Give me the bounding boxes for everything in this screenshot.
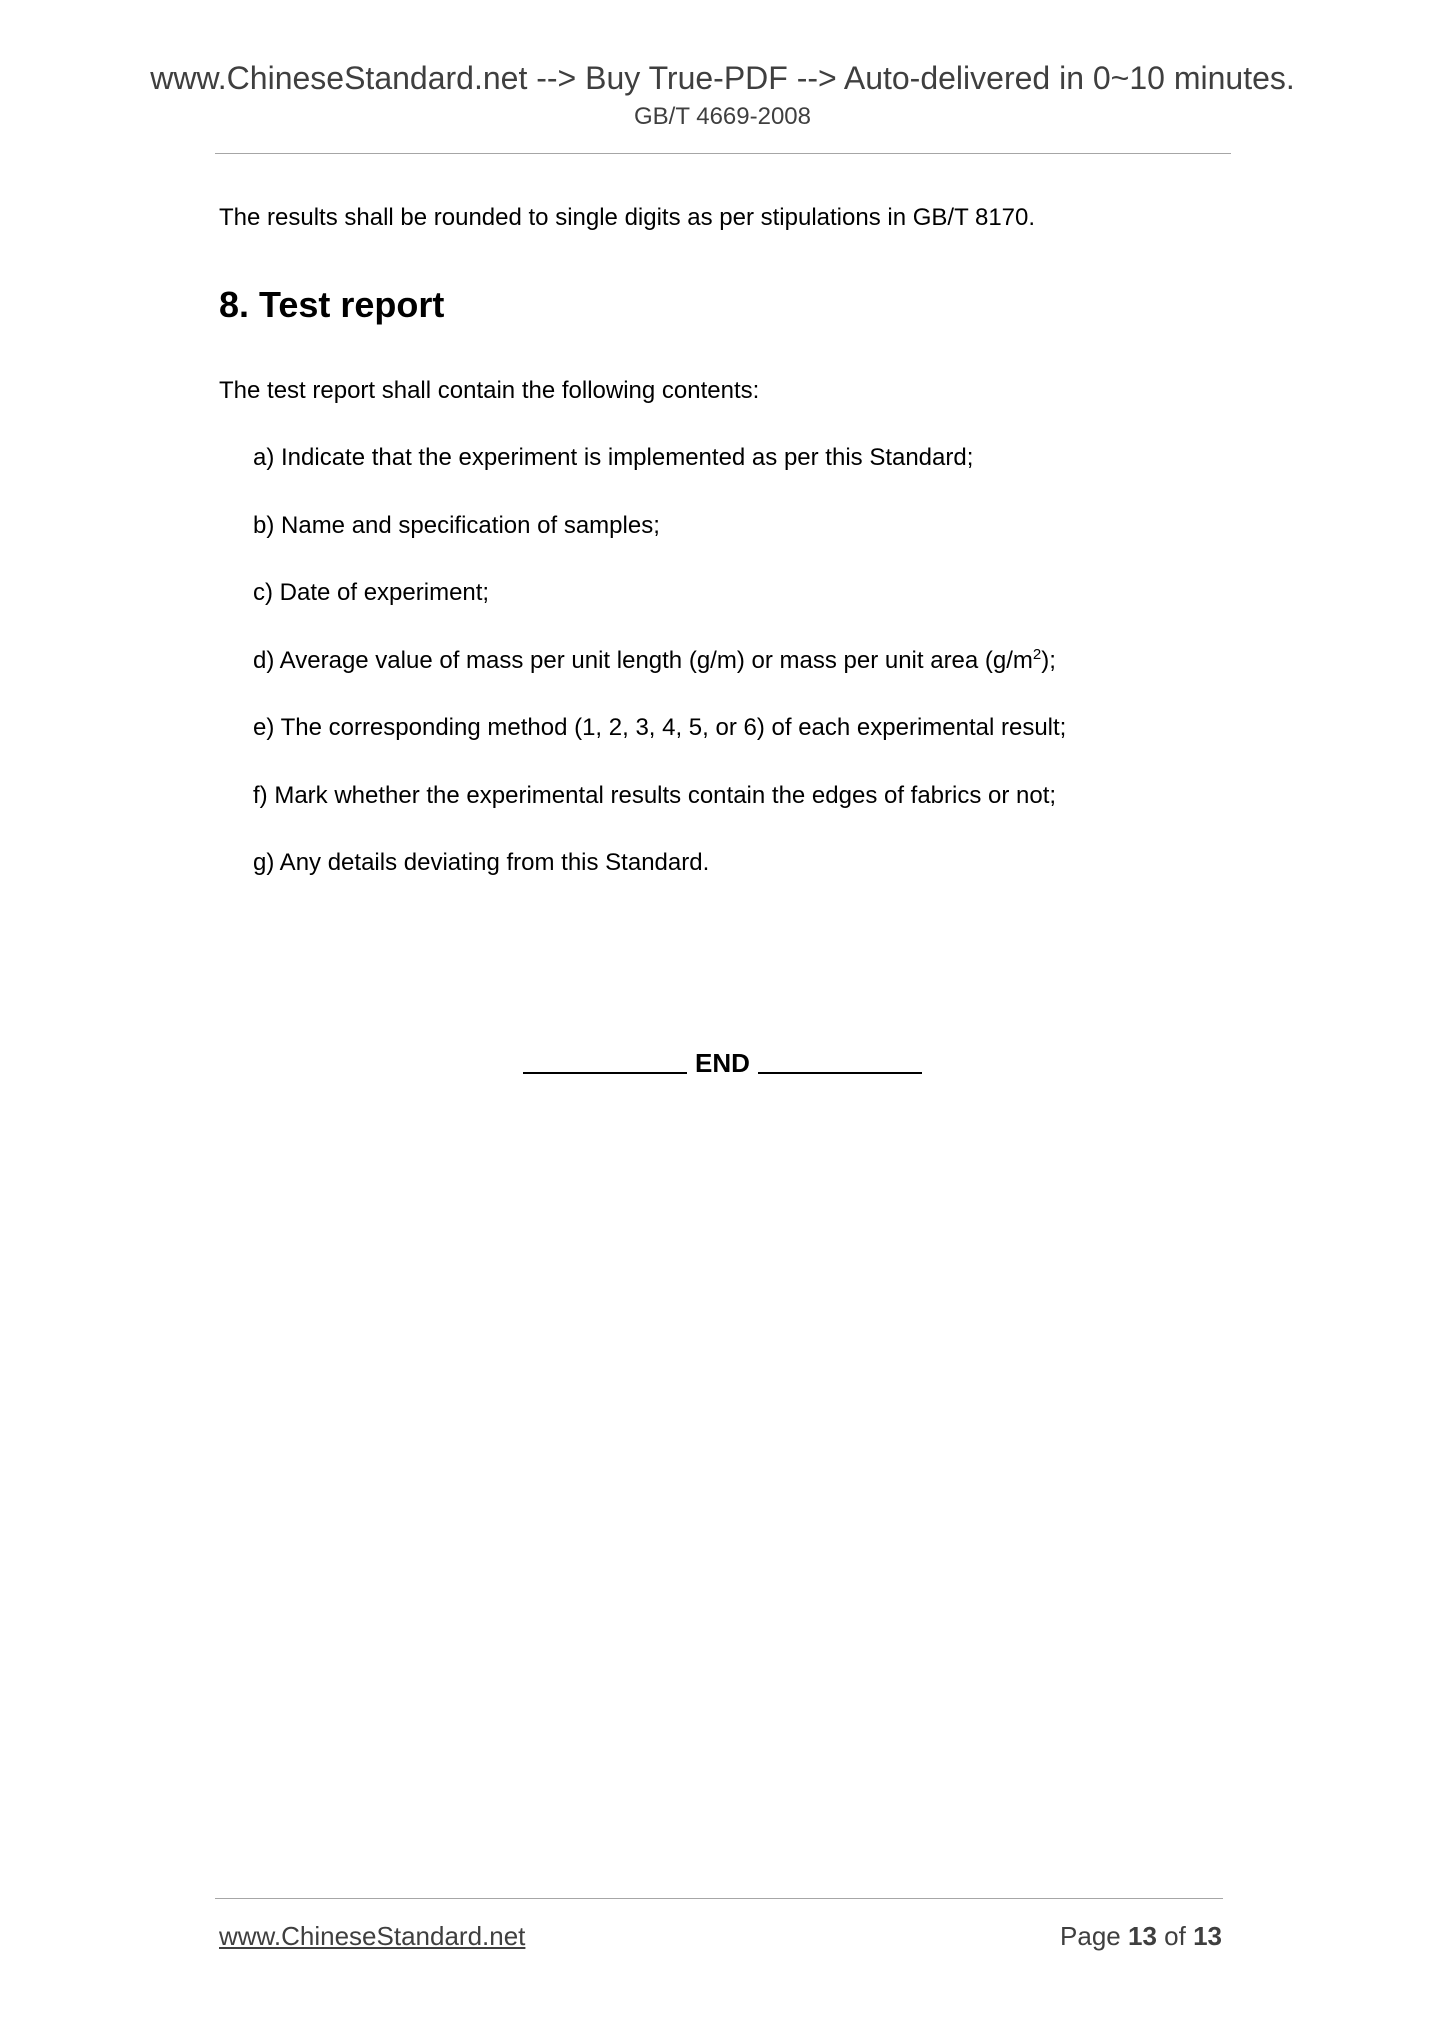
superscript: 2	[1032, 645, 1042, 663]
rounding-paragraph: The results shall be rounded to single digits as per stipulations in GB/T 8170.	[219, 204, 1036, 231]
list-item	[253, 646, 1066, 714]
header-divider	[215, 153, 1231, 154]
report-contents-list	[253, 443, 1066, 916]
contents-intro: The test report shall contain the following contents:	[219, 377, 760, 404]
list-item: b) Name and specification of samples;	[253, 511, 660, 539]
current-page: 13	[1128, 1921, 1157, 1951]
end-rule-left	[523, 1072, 687, 1074]
end-marker	[0, 1045, 1445, 1081]
site-banner: www.ChineseStandard.net --> Buy True-PDF --> Auto-delivered in 0~10 minutes.	[150, 60, 1295, 96]
end-rule-right	[758, 1072, 922, 1074]
footer-site-link[interactable]: www.ChineseStandard.net	[219, 1921, 526, 1951]
footer-divider	[215, 1898, 1223, 1899]
list-item-text: d) Average value of mass per unit length (g/m) or mass per unit area (g/m	[253, 646, 1033, 674]
section-title: 8. Test report	[219, 284, 445, 325]
list-item: a) Indicate that the experiment is implemented as per this Standard;	[253, 444, 974, 471]
list-item-tail: );	[1041, 646, 1056, 674]
list-item: f) Mark whether the experimental results contain the edges of fabrics or not;	[253, 781, 1057, 809]
list-item: e) The corresponding method (1, 2, 3, 4, 5, or 6) of each experimental result;	[253, 714, 1067, 741]
page-prefix: Page	[1060, 1921, 1121, 1951]
standard-code: GB/T 4669-2008	[633, 103, 811, 130]
end-text: END	[695, 1048, 750, 1078]
list-item: g) Any details deviating from this Standard.	[253, 849, 710, 876]
page-indicator	[1060, 1919, 1222, 1953]
page-of: of	[1164, 1921, 1186, 1951]
list-item: c) Date of experiment;	[253, 579, 490, 606]
total-pages: 13	[1193, 1921, 1222, 1951]
